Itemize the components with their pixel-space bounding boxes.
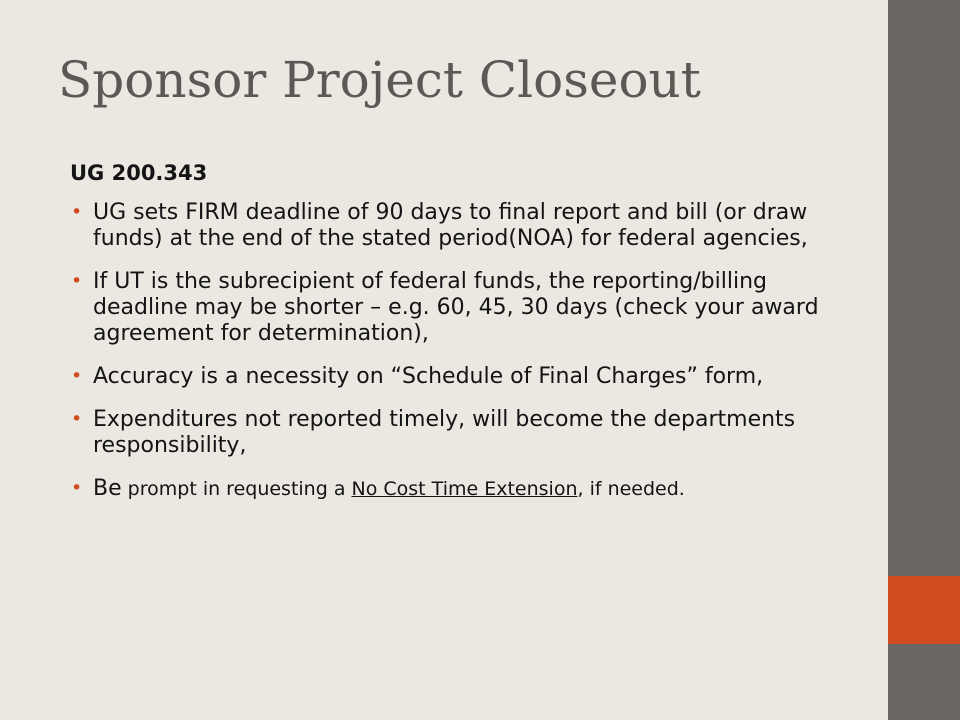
bullet-lead: Be: [93, 476, 122, 501]
bullet-text: Expenditures not reported timely, will become the departments responsibility,: [93, 407, 796, 458]
bullet-tail: , if needed.: [577, 478, 685, 500]
bullet-dot-icon: •: [71, 365, 83, 387]
bullet-middle: prompt in requesting a: [121, 478, 352, 500]
bullet-item-extension: [70, 476, 850, 502]
no-cost-extension-link[interactable]: No Cost Time Extension: [351, 478, 578, 500]
bullet-dot-icon: •: [71, 477, 83, 499]
bullet-item: [70, 364, 850, 390]
section-subheading: UG 200.343: [70, 161, 208, 185]
bullet-dot-icon: •: [71, 270, 83, 292]
bullet-text: If UT is the subrecipient of federal funds, the reporting/billing deadline may be shorter – e.g. 60, 45, 30 days (check your award agreement for determination),: [93, 269, 819, 346]
bullet-item: [70, 269, 850, 347]
bullet-item: [70, 407, 850, 459]
accent-block: [888, 576, 960, 644]
bullet-dot-icon: •: [71, 408, 83, 430]
bullet-item: [70, 200, 850, 252]
page-title: Sponsor Project Closeout: [58, 51, 701, 109]
bullet-text: UG sets FIRM deadline of 90 days to final report and bill (or draw funds) at the end of the stated period(NOA) for federal agencies,: [93, 200, 808, 251]
slide-content: [70, 160, 850, 519]
bullet-list: [70, 200, 850, 502]
bullet-dot-icon: •: [71, 201, 83, 223]
bullet-text: Accuracy is a necessity on “Schedule of Final Charges” form,: [93, 364, 764, 389]
